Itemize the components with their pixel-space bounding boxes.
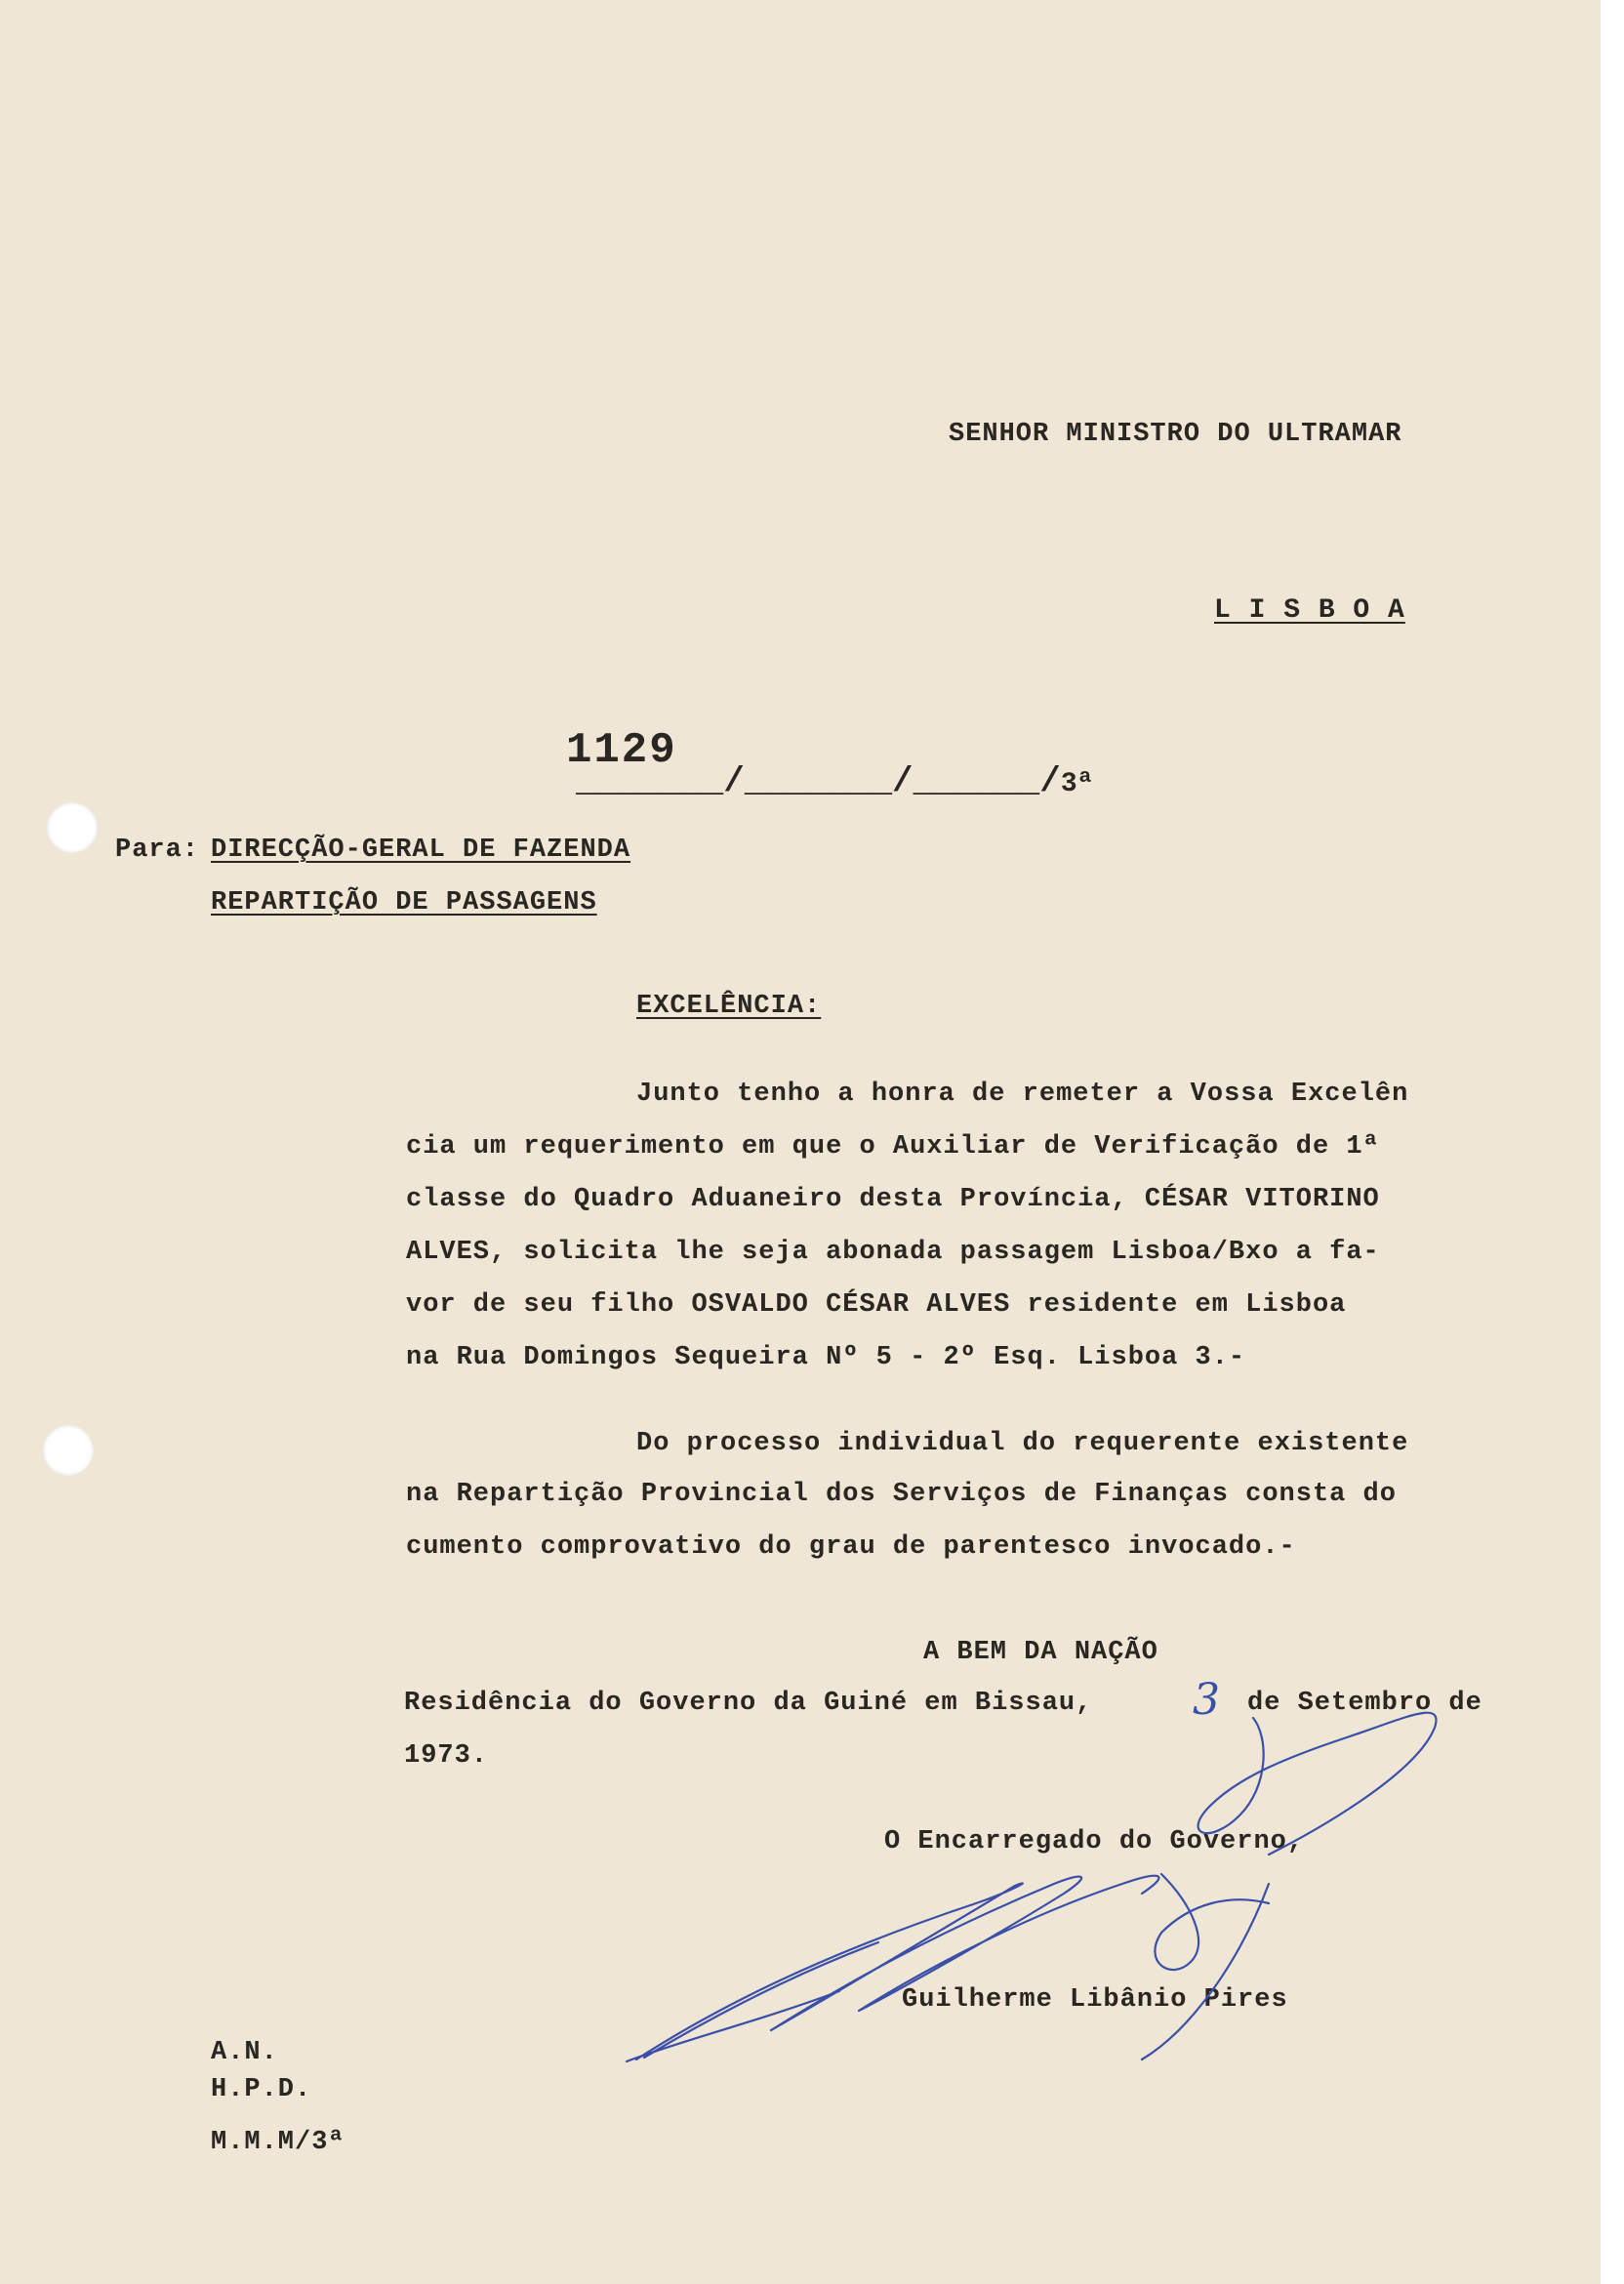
paragraph1-line: classe do Quadro Aduaneiro desta Província, CÉSAR VITORINO	[406, 1185, 1380, 1214]
salutation: EXCELÊNCIA:	[636, 992, 822, 1021]
paragraph1-line: Junto tenho a honra de remeter a Vossa Excelên	[636, 1080, 1409, 1109]
closing-month: de Setembro de	[1247, 1689, 1482, 1718]
paragraph1-line: cia um requerimento em que o Auxiliar de Verificação de 1ª	[406, 1132, 1380, 1162]
reference-number: 1129	[566, 726, 677, 775]
paragraph2-line: Do processo individual do requerente existente	[636, 1429, 1409, 1458]
addressee-line1: SENHOR MINISTRO DO ULTRAMAR	[949, 420, 1402, 449]
handwritten-day: 3	[1193, 1675, 1220, 1725]
signature-title: O Encarregado do Governo,	[884, 1827, 1305, 1856]
reference-suffix: 3ª	[1060, 769, 1094, 799]
closing-motto: A BEM DA NAÇÃO	[923, 1638, 1158, 1667]
initials-line: H.P.D.	[211, 2075, 312, 2104]
reference-slots: _______/_______/______/3ª	[576, 761, 1094, 801]
paragraph2-line: na Repartição Provincial dos Serviços de Finanças consta do	[406, 1480, 1397, 1509]
paragraph2-line: cumento comprovativo do grau de parentesco invocado.-	[406, 1532, 1296, 1562]
initials-line: A.N.	[211, 2038, 278, 2067]
addressee-city: L I S B O A	[1214, 595, 1405, 626]
recipient-label: Para:	[115, 836, 200, 865]
recipient-line1: DIRECÇÃO-GERAL DE FAZENDA	[211, 836, 631, 865]
initials-line: M.M.M/3ª	[211, 2128, 345, 2157]
recipient-line2: REPARTIÇÃO DE PASSAGENS	[211, 888, 597, 918]
paragraph1-line: na Rua Domingos Sequeira Nº 5 - 2º Esq. Lisboa 3.-	[406, 1343, 1246, 1372]
paragraph1-line: ALVES, solicita lhe seja abonada passagem Lisboa/Bxo a fa-	[406, 1238, 1380, 1267]
closing-place: Residência do Governo da Guiné em Bissau,	[404, 1689, 1093, 1718]
paragraph1-line: vor de seu filho OSVALDO CÉSAR ALVES residente em Lisboa	[406, 1290, 1347, 1320]
closing-year: 1973.	[404, 1741, 489, 1771]
signature-name: Guilherme Libânio Pires	[902, 1985, 1288, 2015]
